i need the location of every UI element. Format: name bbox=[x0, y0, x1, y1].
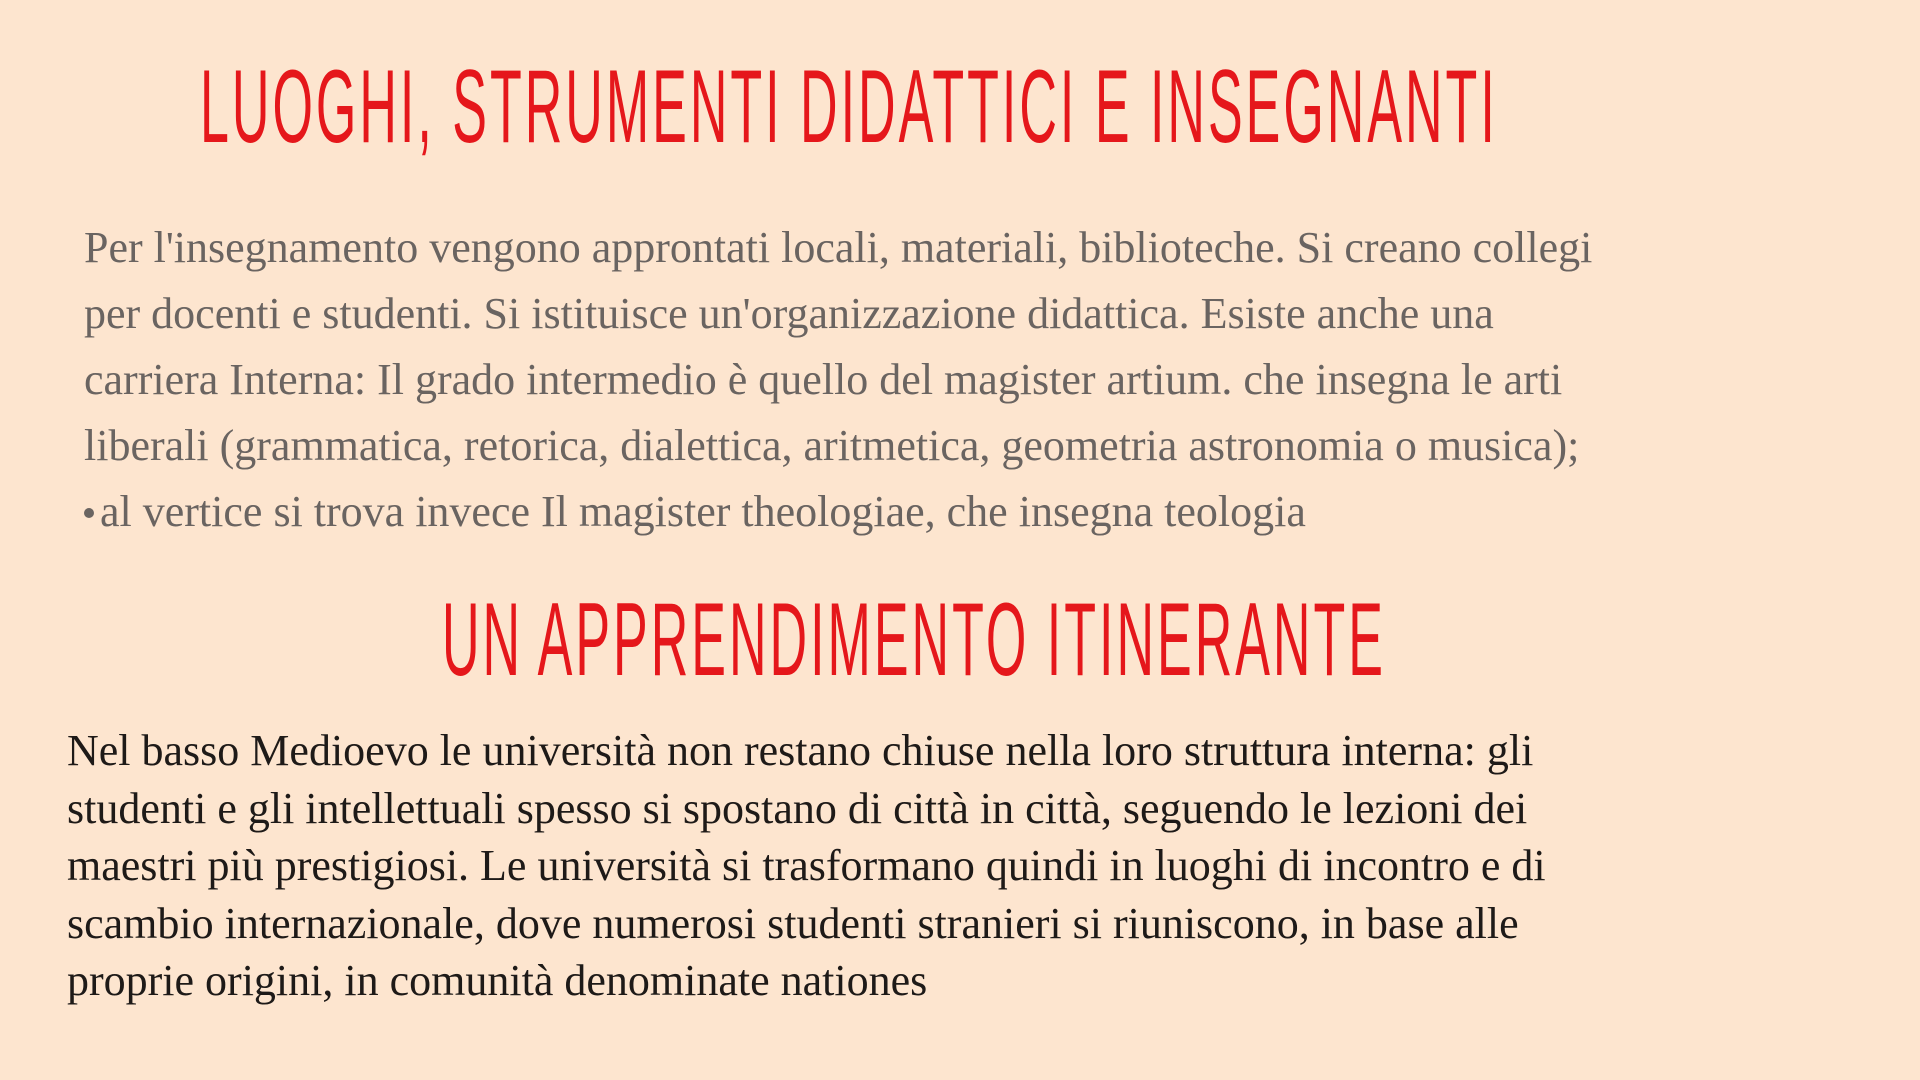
body-line: scambio internazionale, dove numerosi studenti stranieri si riuniscono, in base alle bbox=[67, 898, 1519, 948]
body-line: Per l'insegnamento vengono approntati locali, materiali, biblioteche. Si creano collegi bbox=[84, 223, 1593, 272]
section-body-apprendimento bbox=[67, 722, 1807, 1010]
section-title-luoghi: LUOGHI, STRUMENTI DIDATTICI E INSEGNANTI bbox=[200, 49, 1498, 165]
body-line: studenti e gli intellettuali spesso si spostano di città in città, seguendo le lezioni dei bbox=[67, 783, 1528, 833]
section-title-apprendimento: UN APPRENDIMENTO ITINERANTE bbox=[442, 582, 1386, 698]
body-line: carriera Interna: Il grado intermedio è quello del magister artium. che insegna le arti bbox=[84, 355, 1563, 404]
body-line: maestri più prestigiosi. Le università si trasformano quindi in luoghi di incontro e di bbox=[67, 841, 1546, 890]
bullet-item bbox=[84, 479, 1824, 545]
body-line: Nel basso Medioevo le università non restano chiuse nella loro struttura interna: gli bbox=[67, 726, 1534, 775]
body-line: per docenti e studenti. Si istituisce un'organizzazione didattica. Esiste anche una bbox=[84, 289, 1494, 338]
body-line: proprie origini, in comunità denominate nationes bbox=[67, 956, 928, 1005]
bullet-text: al vertice si trova invece Il magister theologiae, che insegna teologia bbox=[100, 487, 1306, 536]
body-line: liberali (grammatica, retorica, dialettica, aritmetica, geometria astronomia o musica); bbox=[84, 421, 1580, 470]
section-body-luoghi bbox=[84, 215, 1824, 545]
bullet-icon bbox=[84, 508, 94, 518]
